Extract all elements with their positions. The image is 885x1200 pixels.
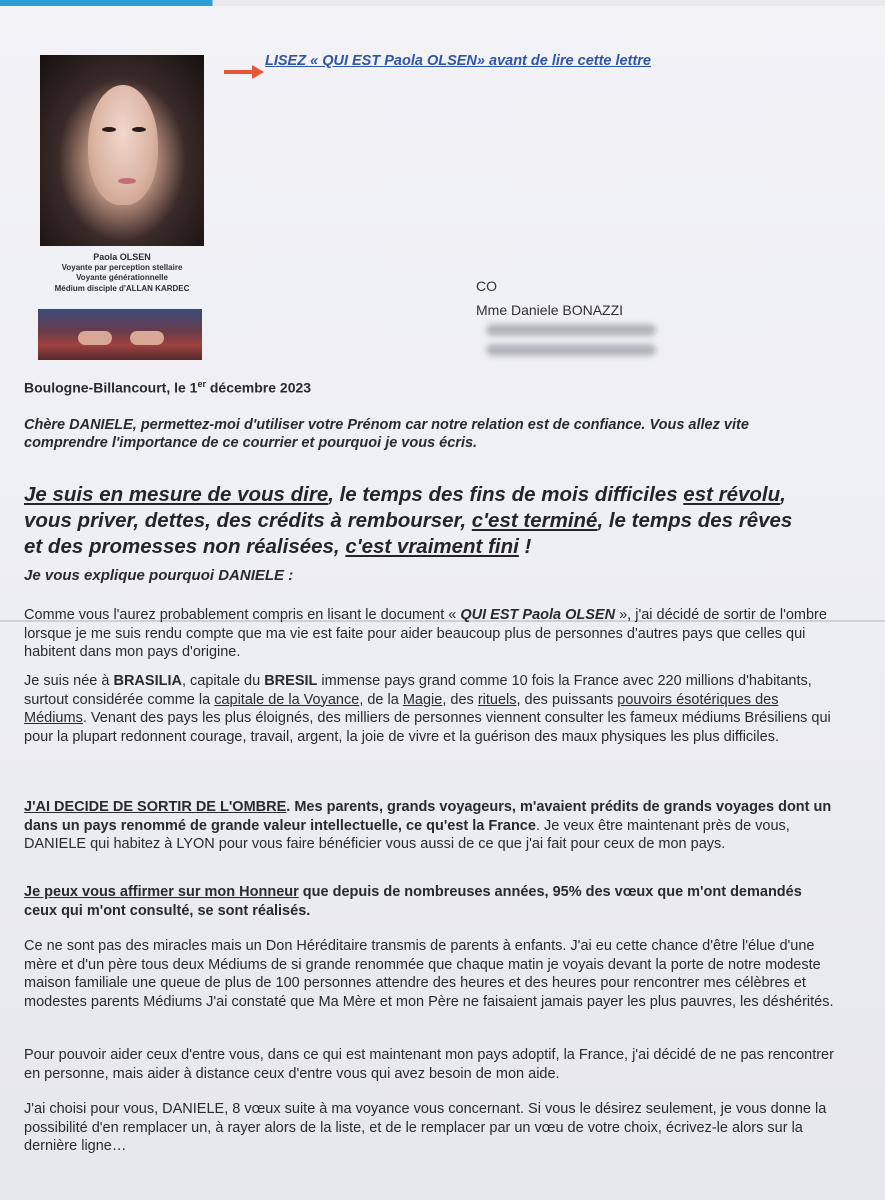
letter-date xyxy=(24,379,824,396)
paragraph-3 xyxy=(24,798,834,854)
explain-heading: Je vous explique pourquoi DANIELE : xyxy=(24,567,294,584)
headline-part: , le temps des rêves et des promesses non réalisées, xyxy=(24,509,793,558)
lips xyxy=(118,178,136,184)
paragraph-1 xyxy=(24,606,834,662)
hand xyxy=(78,331,112,345)
hands-photo xyxy=(38,309,202,360)
arrow-right-icon xyxy=(224,65,264,79)
profile-line: Voyante générationnelle xyxy=(76,273,168,282)
profile-caption xyxy=(40,252,204,294)
text-run: BRESIL xyxy=(264,673,318,689)
recipient-co: CO xyxy=(476,278,497,294)
text-run: pouvoirs ésotériques des Médiums xyxy=(24,691,779,726)
headline-part: Je suis en mesure de vous dire xyxy=(24,483,329,506)
paragraph-5: Ce ne sont pas des miracles mais un Don Héréditaire transmis de parents à enfants. J'ai eu cette chance d'être l'élue d'une mère et d'un père tous deux Médiums de si grande renommée que chaque matin je voyais devant la porte de notre modeste maison familiale une queue de plus de 100 personnes attendre des heures et des heures pour rencontrer mes célèbres et modestes parents Médiums J'ai constaté que Ma Mère et mon Père ne faisaient jamais payer les plus pauvres, les déshérités. xyxy=(24,938,834,1010)
text-run: , capitale du xyxy=(181,673,265,689)
profile-line: Médium disciple d'ALLAN KARDEC xyxy=(54,283,190,293)
date-suffix: décembre 2023 xyxy=(205,379,312,396)
text-run: , de la xyxy=(359,691,403,708)
text-run: rituels xyxy=(477,691,517,708)
text-run: capitale de la Voyance xyxy=(214,691,360,708)
profile-name: Paola OLSEN xyxy=(93,252,151,262)
text-run: Magie xyxy=(402,691,443,708)
paragraph-7: J'ai choisi pour vous, DANIELE, 8 vœux suite à ma voyance vous concernant. Si vous le désirez seulement, je vous donne la possibilité d'en remplacer un, à rayer alors de la liste, et de le remplacer par un vœu de votre choix, écrivez-le alors sur la dernière ligne… xyxy=(24,1101,827,1154)
left-eye xyxy=(102,127,116,132)
read-first-link[interactable]: LISEZ « QUI EST Paola OLSEN» avant de lire cette lettre xyxy=(265,53,651,69)
headline-part: est révolu xyxy=(683,483,781,506)
text-run: Je suis née à xyxy=(24,673,114,689)
headline-part: c'est vraiment fini xyxy=(345,535,519,558)
date-prefix: Boulogne-Billancourt, le 1 xyxy=(24,379,198,396)
redacted-address xyxy=(486,344,656,356)
headline-part: c'est terminé xyxy=(471,509,598,532)
text-run: que depuis de nombreuses années, 95% des vœux que m'ont demandés ceux qui m'ont consulté, se sont réalisés. xyxy=(24,884,802,919)
face-shape xyxy=(88,85,158,205)
headline-part: , le temps des fins de mois difficiles xyxy=(328,483,684,506)
date-sup: er xyxy=(197,379,206,389)
text-run: immense pays grand comme 10 fois la France avec 220 millions d'habitants, surtout considérée comme la xyxy=(24,673,812,708)
text-run: J'AI DECIDE DE SORTIR DE L'OMBRE xyxy=(24,799,287,815)
intro-paragraph: Chère DANIELE, permettez-moi d'utiliser votre Prénom car notre relation est de confiance. Vous allez vite comprendre l'importance de ce courrier et pourquoi je vous écris. xyxy=(24,417,749,451)
right-eye xyxy=(132,127,146,132)
paragraph-6: Pour pouvoir aider ceux d'entre vous, dans ce qui est maintenant mon pays adoptif, la France, j'ai décidé de ne pas rencontrer en personne, mais aider à distance ceux d'entre vous qui avez besoin de mon aide. xyxy=(24,1047,834,1082)
paragraph-2 xyxy=(24,672,834,746)
text-run: , des xyxy=(442,691,478,708)
text-run: . Mes parents, grands voyageurs, m'avaient prédits de grands voyages dont un dans un pays renommé de grande valeur intellectuelle, ce qu'est la France xyxy=(24,799,832,834)
redacted-address xyxy=(486,324,656,336)
profile-line: Voyante par perception stellaire xyxy=(61,262,183,272)
text-run: . Venant des pays les plus éloignés, des milliers de personnes viennent consulter les fameux médiums Brésiliens qui pour la plupart redonnent courage, travail, argent, la joie de vivre et la guérison des maux physiques les plus difficiles. xyxy=(24,710,831,745)
paragraph-4 xyxy=(24,883,834,920)
text-run: Je peux vous affirmer sur mon Honneur xyxy=(24,884,299,900)
portrait-photo xyxy=(40,55,204,246)
headline-part: , vous priver, dettes, des crédits à rembourser, xyxy=(24,483,786,532)
text-run: BRASILIA xyxy=(113,673,182,689)
recipient-name: Mme Daniele BONAZZI xyxy=(476,302,624,318)
text-run: », j'ai décidé de sortir de l'ombre lorsque je me suis rendu compte que ma vie est faite pour aider beaucoup plus de personnes d'autres pays que celles qui habitent dans mon pays d'origine. xyxy=(24,607,827,660)
text-run: Comme vous l'aurez probablement compris en lisant le document « xyxy=(24,607,461,623)
text-run: , des puissants xyxy=(516,691,618,708)
text-run: . Je veux être maintenant près de vous, DANIELE qui habitez à LYON pour vous faire bénéficier vous aussi de ce que j'ai fait pour ceux de mon pays. xyxy=(24,817,790,852)
headline-part: ! xyxy=(518,535,532,558)
text-run: QUI EST Paola OLSEN xyxy=(460,607,616,623)
hand xyxy=(130,331,164,345)
headline-paragraph xyxy=(24,482,814,560)
